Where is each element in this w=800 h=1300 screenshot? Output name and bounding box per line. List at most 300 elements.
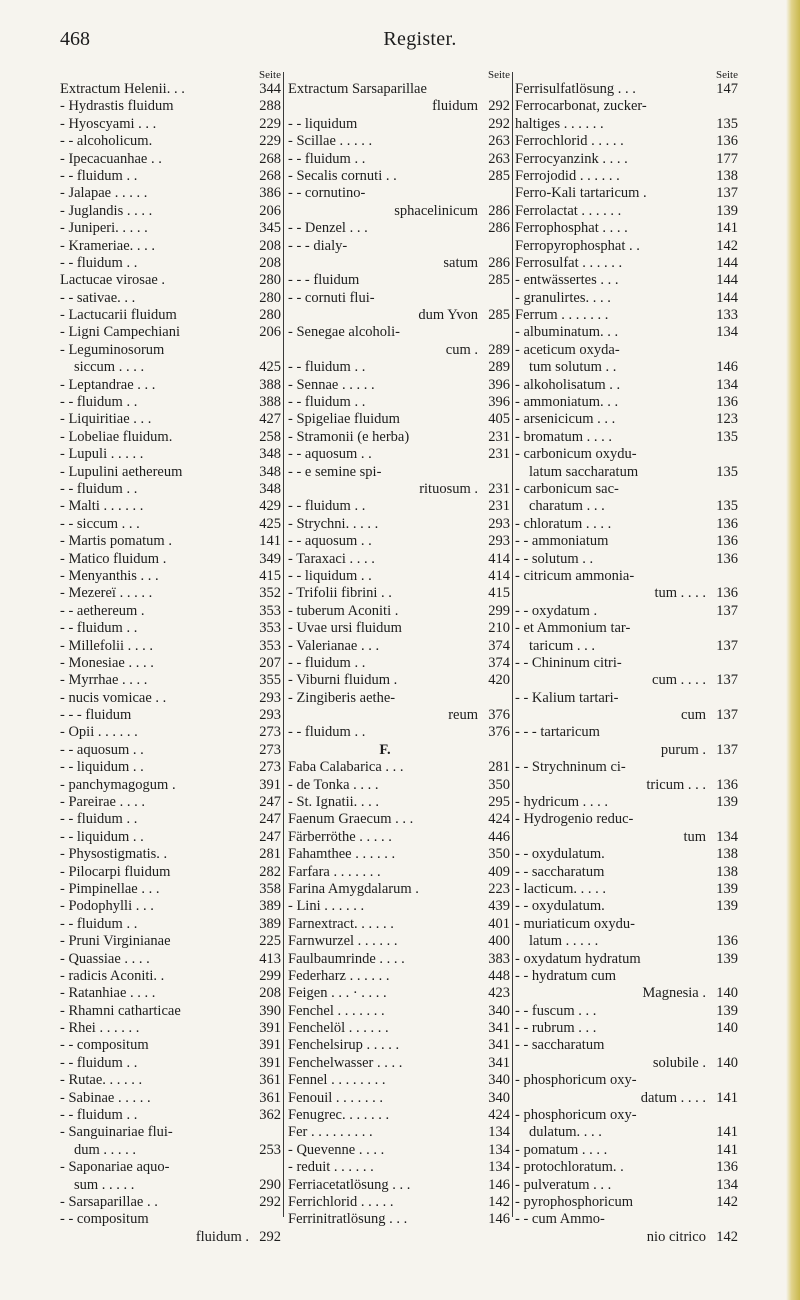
entry-page: 386 [259,185,281,202]
index-entry [288,829,510,846]
entry-term: - - ammoniatum [515,533,609,550]
entry-term: F. [379,741,391,758]
entry-term: - - hydratum cum [515,967,617,984]
entry-term: - pyrophosphoricum [515,1194,633,1210]
entry-term: - Lobeliae fluidum. [60,428,173,445]
entry-page: 136 [716,1159,738,1176]
index-entry [60,985,281,1002]
page-header [60,28,780,54]
entry-page [710,759,738,776]
entry-term: - Leptandrae . . . [60,376,156,393]
index-entry [288,220,510,237]
entry-term: Federharz . . . . . . [288,967,390,984]
entry-page [482,81,510,98]
index-entry [515,255,738,272]
entry-page: 138 [716,846,738,863]
entry-page: 141 [716,1124,738,1141]
entry-page [710,1211,738,1228]
index-entry [288,916,510,933]
index-entry [515,1090,738,1107]
section-heading [288,742,510,759]
index-entry [288,324,510,341]
index-column-3 [515,70,738,1246]
entry-term: Farfara . . . . . . . [288,863,381,880]
index-entry [515,655,738,672]
entry-page [710,342,738,359]
entry-page: 383 [488,950,510,967]
entry-page: 285 [488,272,510,289]
index-entry [60,533,281,550]
index-entry [60,672,281,689]
index-entry [515,1003,738,1020]
index-entry [515,916,738,933]
index-entry [515,1072,738,1089]
entry-term: Fenchel . . . . . . . [288,1002,385,1019]
entry-term: - - solutum . . [515,550,594,567]
entry-page: 391 [259,1020,281,1037]
entry-term: Ferrum . . . . . . . [515,307,609,324]
entry-term: - - Denzel . . . [288,220,368,237]
index-entry [60,464,281,481]
entry-term: Fenchelsirup . . . . . [288,1037,400,1054]
entry-page: 273 [259,741,281,758]
entry-term: - - compositum [60,1211,149,1228]
index-entry [515,829,738,846]
entry-term: - Zingiberis aethe- [288,689,396,706]
index-entry [288,1177,510,1194]
index-entry [60,307,281,324]
index-entry [288,133,510,150]
entry-page: 177 [716,150,738,167]
index-entry [515,98,738,115]
entry-term: dum Yvon [418,307,478,324]
running-head: Register. [383,28,457,50]
index-entry [515,968,738,985]
entry-page: 285 [488,167,510,184]
entry-term: Extractum Sarsaparillae [288,81,427,97]
entry-page: 293 [259,689,281,706]
index-entry [60,324,281,341]
entry-page [482,464,510,481]
entry-page: 135 [716,463,738,480]
entry-term: - Menyanthis . . . [60,567,159,584]
entry-page [482,324,510,341]
index-entry [60,898,281,915]
index-entry [288,81,510,98]
entry-term: tricum . . . [646,776,706,793]
entry-term: - Lini . . . . . . [288,898,365,915]
entry-term: - Ligni Campechiani [60,324,180,341]
entry-term: - Millefolii . . . . [60,637,154,654]
index-entry [60,551,281,568]
entry-term: tum [683,828,706,845]
entry-page: 400 [488,933,510,950]
index-entry [288,1124,510,1141]
index-entry [515,498,738,515]
entry-page: 292 [488,98,510,115]
index-entry [515,1229,738,1246]
entry-page: 295 [488,794,510,811]
entry-page: 293 [488,515,510,532]
index-entry [60,133,281,150]
index-entry [60,255,281,272]
entry-term: - pomatum . . . . [515,1141,608,1158]
entry-term: - carbonicum sac- [515,480,619,497]
entry-page: 340 [488,1002,510,1019]
index-entry [60,220,281,237]
entry-term: - phosphoricum oxy- [515,1107,637,1124]
entry-page: 139 [716,898,738,915]
index-entry [288,898,510,915]
index-entry [288,116,510,133]
index-entry [288,1072,510,1089]
index-entry [60,1124,281,1141]
entry-term: Ferro-Kali tartaricum . [515,185,647,202]
entry-term: - Rutae. . . . . . [60,1072,143,1089]
entry-term: - Quevenne . . . . [288,1141,385,1158]
entry-page: 229 [259,133,281,150]
entry-term: - Lactucarii fluidum [60,307,177,324]
entry-page: 142 [488,1194,510,1210]
entry-term: - Juglandis . . . . [60,202,153,219]
entry-page: 391 [259,1037,281,1054]
index-entry [60,811,281,828]
entry-page: 137 [716,707,738,724]
entry-term: Fahamthee . . . . . . [288,846,396,863]
entry-term: - Jalapae . . . . . [60,185,148,202]
index-entry [515,603,738,620]
index-entry [288,1142,510,1159]
entry-page: 299 [259,967,281,984]
entry-page: 396 [488,376,510,393]
entry-page: 208 [259,237,281,254]
entry-page: 136 [716,776,738,793]
index-entry [515,1194,738,1211]
index-entry [288,1003,510,1020]
index-entry [60,707,281,724]
index-entry [60,759,281,776]
index-entry [515,516,738,533]
entry-page: 292 [488,115,510,132]
index-entry [515,1037,738,1054]
entry-term: - entwässertes . . . [515,272,619,289]
entry-term: - bromatum . . . . [515,428,613,445]
entry-page: 409 [488,863,510,880]
entry-term: - Mezereï . . . . . [60,585,153,602]
index-entry [60,1072,281,1089]
entry-term: latum saccharatum [529,463,639,480]
entry-page: 140 [716,1054,738,1071]
entry-term: reum [448,707,478,724]
entry-term: - - liquidum . . [60,828,144,845]
entry-term: - - Chininum citri- [515,654,622,671]
entry-page [253,342,281,359]
entry-page: 137 [716,185,738,202]
entry-page: 229 [259,115,281,132]
entry-page: 414 [488,567,510,584]
page-edge [786,0,800,1300]
entry-term: - - - dialy- [288,237,348,254]
index-entry [515,724,738,741]
entry-term: - Senegae alcoholi- [288,324,400,341]
entry-page: 362 [259,1107,281,1124]
index-entry [288,151,510,168]
entry-term: - ammoniatum. . . [515,394,619,411]
index-entry [515,864,738,881]
entry-page: 134 [716,324,738,341]
index-entry [515,1159,738,1176]
index-entry [60,1055,281,1072]
entry-page: 134 [488,1141,510,1158]
entry-page: 140 [716,1020,738,1037]
entry-term: - - oxydulatum. [515,898,605,915]
entry-term: - - aquosum . . [288,533,372,550]
index-entry [60,881,281,898]
entry-term: - pulveratum . . . [515,1176,612,1193]
entry-term: Ferrisulfatlösung . . . [515,81,636,97]
entry-term: - - Strychninum ci- [515,759,626,776]
entry-term: - radicis Aconiti. . [60,967,165,984]
entry-page: 427 [259,411,281,428]
entry-page [710,446,738,463]
entry-term: - albuminatum. . . [515,324,619,341]
entry-page: 374 [488,654,510,671]
entry-term: - - fluidum . . [288,498,366,515]
entry-term: - Scillae . . . . . [288,133,373,150]
entry-term: - et Ammonium tar- [515,620,631,637]
seite-label: Seite [488,69,510,81]
entry-page: 206 [259,324,281,341]
index-entry [515,568,738,585]
index-entry [515,1211,738,1228]
index-entry [515,951,738,968]
entry-term: Ferrolactat . . . . . . [515,202,622,219]
entry-page: 247 [259,828,281,845]
entry-page: 135 [716,498,738,515]
entry-page: 263 [488,150,510,167]
entry-page: 208 [259,985,281,1002]
index-entry [60,1090,281,1107]
entry-term: Ferrochlorid . . . . . [515,133,624,150]
index-entry [60,203,281,220]
entry-term: Ferrophosphat . . . . [515,220,628,237]
entry-page [710,690,738,707]
entry-term: - - fluidum . . [60,480,138,497]
entry-page: 263 [488,133,510,150]
entry-page: 273 [259,759,281,776]
index-entry [288,794,510,811]
entry-term: - St. Ignatii. . . . [288,794,380,811]
entry-page: 140 [716,985,738,1002]
entry-term: - - fuscum . . . [515,1002,597,1019]
entry-page: 292 [259,1194,281,1210]
index-entry [288,1211,510,1228]
entry-term: taricum . . . [529,637,596,654]
entry-term: - - aquosum . . [288,446,372,463]
entry-page: 273 [259,724,281,741]
index-entry [515,307,738,324]
index-entry [515,220,738,237]
entry-page: 139 [716,202,738,219]
index-entry [515,777,738,794]
index-entry [60,168,281,185]
index-entry [515,620,738,637]
index-entry [515,481,738,498]
entry-page: 281 [259,846,281,863]
entry-page [253,1124,281,1141]
index-entry [60,724,281,741]
index-entry [288,307,510,324]
index-entry [515,464,738,481]
entry-term: - - e semine spi- [288,463,382,480]
entry-term: - Pareirae . . . . [60,794,145,811]
index-entry [515,585,738,602]
entry-page: 353 [259,620,281,637]
index-entry [288,655,510,672]
entry-term: rituosum . [419,480,478,497]
entry-page: 415 [259,567,281,584]
index-entry [515,411,738,428]
index-entry [288,759,510,776]
index-entry [288,777,510,794]
entry-page [710,724,738,741]
entry-page [710,568,738,585]
entry-term: - granulirtes. . . . [515,289,611,306]
index-entry [288,533,510,550]
entry-term: Lactucae virosae . [60,272,166,289]
entry-page: 292 [259,1228,281,1245]
index-entry [515,1177,738,1194]
entry-page [710,916,738,933]
entry-term: - - fluidum . . [60,394,138,411]
entry-term: - - fluidum . . [288,150,366,167]
entry-term: - Lupuli . . . . . [60,446,144,463]
entry-term: - - cornutino- [288,185,366,202]
entry-term: - - fluidum . . [60,254,138,271]
entry-page: 208 [259,254,281,271]
entry-term: - Rhamni catharticae [60,1002,181,1019]
index-entry [288,951,510,968]
entry-page: 139 [716,1002,738,1019]
entry-term: - Sarsaparillae . . [60,1194,158,1210]
entry-page: 134 [488,1159,510,1176]
entry-page: 136 [716,533,738,550]
entry-page: 285 [488,307,510,324]
entry-term: cum . . . . [652,672,706,689]
index-entry [288,203,510,220]
index-entry [515,272,738,289]
entry-page: 136 [716,550,738,567]
entry-term: - - fluidum . . [60,811,138,828]
index-entry [60,1194,281,1211]
entry-page: 146 [488,1176,510,1193]
entry-term: - aceticum oxyda- [515,341,620,358]
entry-term: - - saccharatum [515,1037,605,1054]
index-entry [60,1211,281,1228]
entry-term: - nucis vomicae . . [60,689,167,706]
index-entry [515,324,738,341]
entry-page: 405 [488,411,510,428]
index-entry [60,585,281,602]
entry-term: - citricum ammonia- [515,567,635,584]
entry-term: - - fluidum . . [60,620,138,637]
index-entry [515,377,738,394]
index-entry [515,742,738,759]
entry-term: - carbonicum oxydu- [515,446,637,463]
entry-term: - Sabinae . . . . . [60,1089,151,1106]
index-entry [288,603,510,620]
entry-page: 247 [259,811,281,828]
index-entry [515,1020,738,1037]
entry-page: 401 [488,915,510,932]
index-entry [288,1159,510,1176]
entry-term: - Valerianae . . . [288,637,380,654]
entry-term: Ferrinitratlösung . . . [288,1211,408,1228]
entry-page: 136 [716,585,738,602]
index-entry [515,1142,738,1159]
index-entry [60,603,281,620]
index-entry [515,1107,738,1124]
entry-page: 439 [488,898,510,915]
index-entry [288,620,510,637]
entry-term: dulatum. . . . [529,1124,602,1141]
entry-term: - - siccum . . . [60,515,140,532]
index-entry [288,1020,510,1037]
entry-term: - tuberum Aconiti . [288,602,399,619]
entry-term: - oxydatum hydratum [515,950,641,967]
index-entry [60,638,281,655]
entry-term: - Podophylli . . . [60,898,154,915]
index-entry [515,203,738,220]
entry-page: 136 [716,394,738,411]
entry-page [710,655,738,672]
entry-term: Fenugrec. . . . . . . [288,1107,390,1124]
index-entry [60,1003,281,1020]
entry-page: 293 [488,533,510,550]
entry-page: 390 [259,1002,281,1019]
entry-page: 425 [259,359,281,376]
entry-term: Ferrocyanzink . . . . [515,150,628,167]
entry-page: 206 [259,202,281,219]
index-entry [60,98,281,115]
entry-term: - Uvae ursi fluidum [288,620,402,637]
entry-page: 288 [259,98,281,115]
entry-term: nio citrico [646,1228,706,1245]
index-entry [515,811,738,828]
entry-term: - - - tartaricum [515,724,600,741]
index-entry [288,568,510,585]
index-column-2 [288,70,510,1229]
entry-term: Ferrocarbonat, zucker- [515,98,647,115]
entry-page: 282 [259,863,281,880]
entry-page: 268 [259,150,281,167]
entry-page: 429 [259,498,281,515]
entry-term: - arsenicicum . . . [515,411,616,428]
entry-page: 135 [716,428,738,445]
index-entry [60,1177,281,1194]
index-entry [515,846,738,863]
entry-page: 389 [259,898,281,915]
entry-term: - Secalis cornuti . . [288,167,397,184]
index-entry [60,151,281,168]
entry-term: Extractum Helenii. . . [60,81,185,97]
index-entry [60,411,281,428]
entry-term: - Hydrastis fluidum [60,98,174,115]
index-entry [288,846,510,863]
entry-page: 448 [488,967,510,984]
entry-page: 142 [716,1194,738,1210]
entry-page: 396 [488,394,510,411]
